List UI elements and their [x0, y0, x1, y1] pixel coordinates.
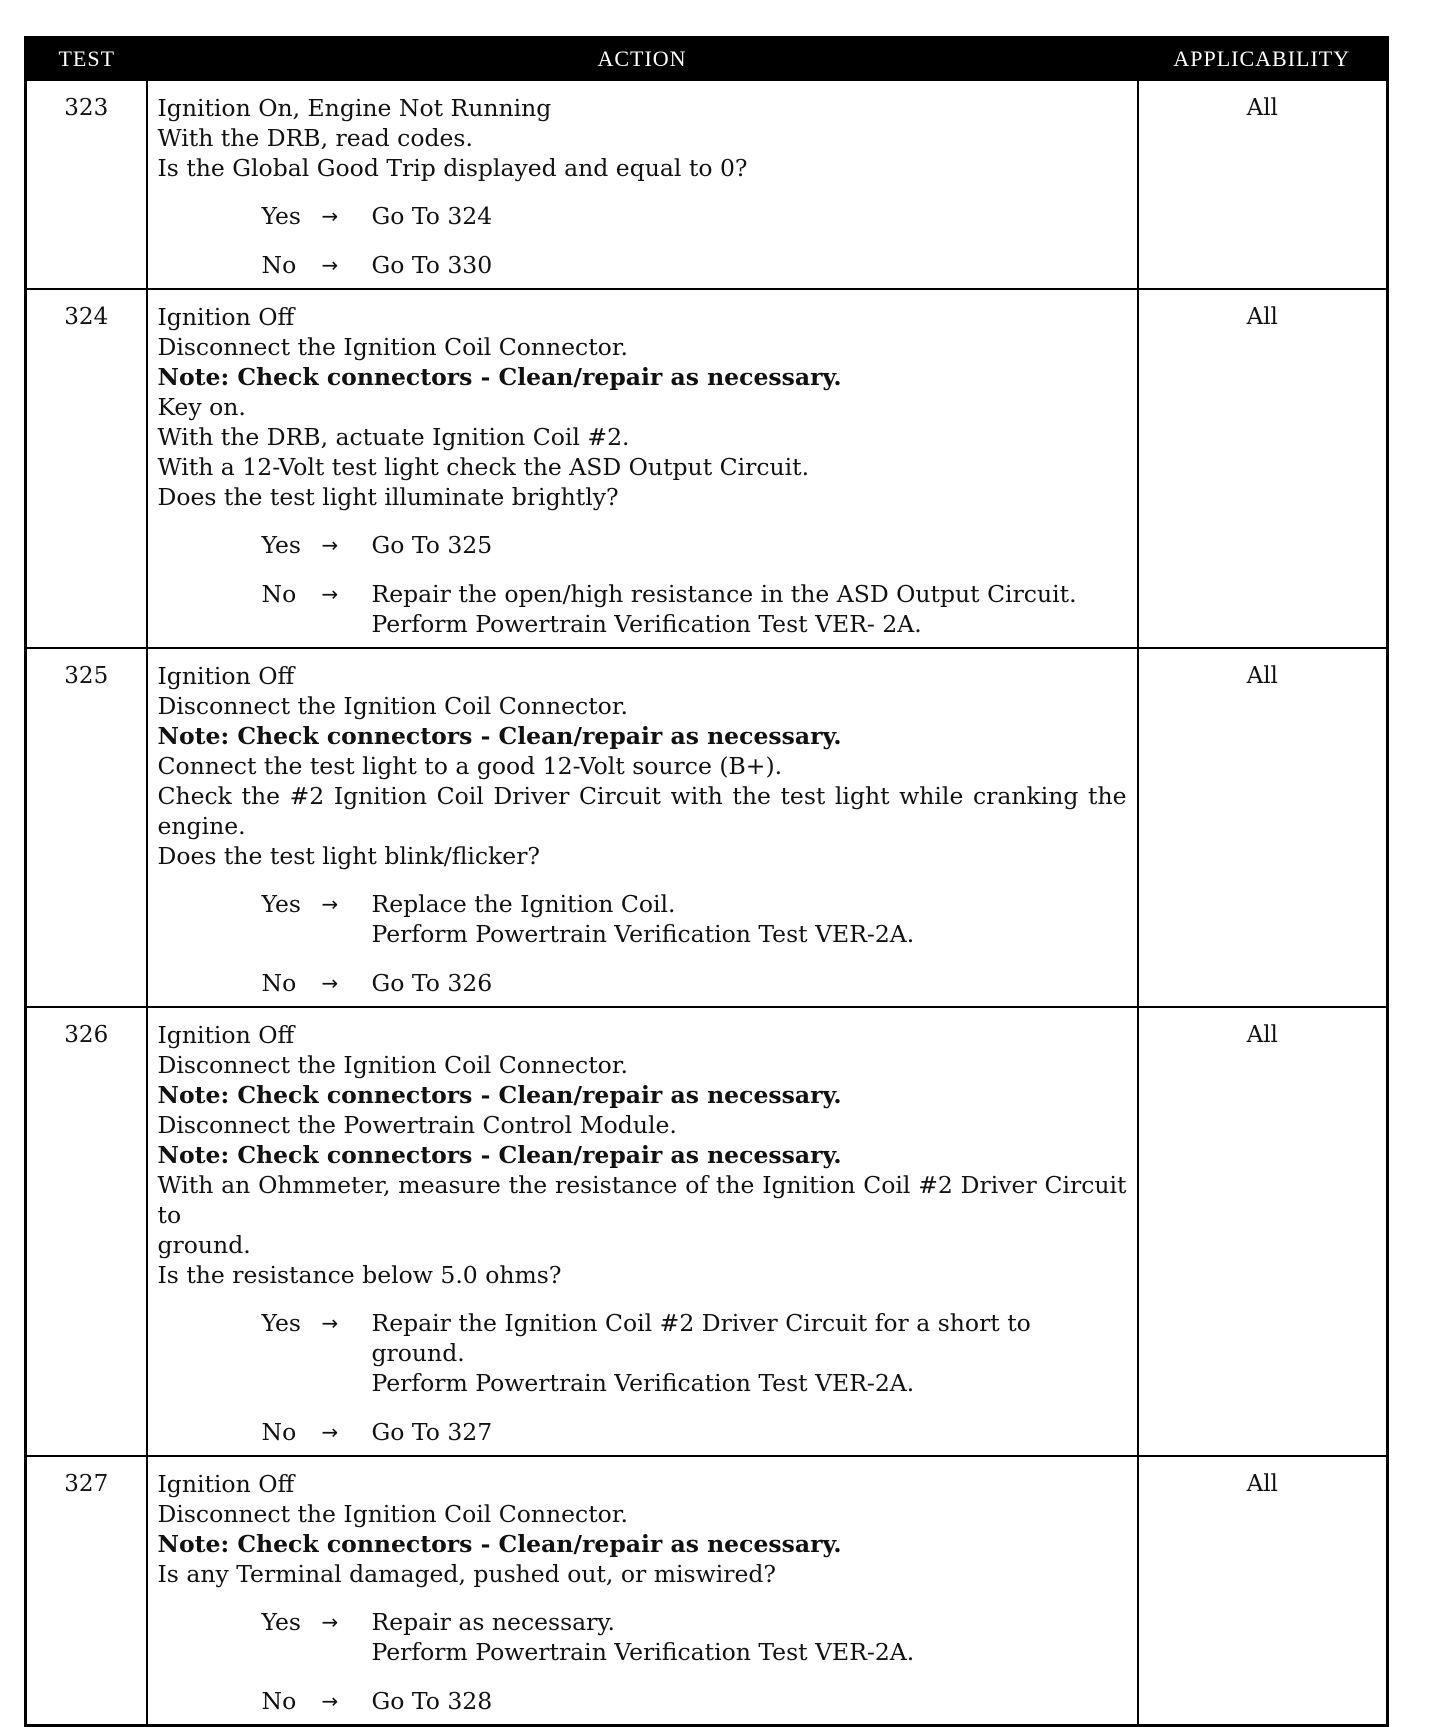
action-line: Disconnect the Ignition Coil Connector.	[157, 1051, 628, 1079]
applicability-value: All	[1138, 80, 1388, 289]
choice-answer: Yes	[261, 890, 301, 918]
table-row	[26, 648, 1388, 1007]
action-line: Disconnect the Ignition Coil Connector.	[157, 692, 628, 720]
result-line: Repair the Ignition Coil #2 Driver Circuit for a short to ground.	[371, 1309, 1031, 1367]
diagnostic-table-sheet	[24, 36, 1386, 1727]
right-arrow-icon: →	[321, 1311, 339, 1335]
choice-answer: Yes	[261, 1608, 301, 1636]
choice-yes	[262, 889, 1127, 949]
note-line: Note: Check connectors - Clean/repair as necessary.	[157, 1081, 842, 1109]
table-row	[26, 1456, 1388, 1726]
action-line: Disconnect the Ignition Coil Connector.	[157, 1500, 628, 1528]
note-line: Note: Check connectors - Clean/repair as necessary.	[157, 1530, 842, 1558]
result-line: Repair as necessary.	[371, 1608, 616, 1636]
action-line: With the DRB, read codes.	[157, 124, 473, 152]
note-line: Note: Check connectors - Clean/repair as necessary.	[157, 363, 842, 391]
choice-result	[372, 579, 1127, 639]
action-line: Ignition On, Engine Not Running	[157, 94, 552, 122]
test-number: 327	[26, 1456, 147, 1726]
choice-result	[372, 250, 1127, 280]
choice-answer: No	[261, 969, 297, 997]
choice-answer: No	[261, 1418, 297, 1446]
choice-no	[262, 1686, 1127, 1716]
choice-list	[158, 201, 1127, 280]
action-cell	[147, 80, 1138, 289]
choice-result	[372, 968, 1127, 998]
right-arrow-icon: →	[321, 253, 339, 277]
applicability-value: All	[1138, 1456, 1388, 1726]
choice-answer: No	[261, 1687, 297, 1715]
test-number: 324	[26, 289, 147, 648]
action-cell	[147, 648, 1138, 1007]
action-line: Disconnect the Powertrain Control Module.	[157, 1111, 677, 1139]
result-line: Perform Powertrain Verification Test VER-2A.	[371, 1638, 915, 1666]
action-cell	[147, 289, 1138, 648]
choice-result	[372, 889, 1127, 949]
header-action: ACTION	[147, 38, 1138, 81]
choice-list	[158, 1308, 1127, 1447]
action-line: With an Ohmmeter, measure the resistance of the Ignition Coil #2 Driver Circuit to	[157, 1171, 1127, 1229]
test-number: 326	[26, 1007, 147, 1456]
test-number: 325	[26, 648, 147, 1007]
action-cell	[147, 1456, 1138, 1726]
result-line: Perform Powertrain Verification Test VER- 2A.	[371, 610, 922, 638]
action-line: Ignition Off	[157, 1470, 295, 1498]
right-arrow-icon: →	[321, 892, 339, 916]
choice-no	[262, 579, 1127, 639]
right-arrow-icon: →	[321, 971, 339, 995]
choice-answer: Yes	[261, 531, 301, 559]
test-number: 323	[26, 80, 147, 289]
right-arrow-icon: →	[321, 1420, 339, 1444]
choice-yes	[262, 1308, 1127, 1398]
choice-yes	[262, 530, 1127, 560]
result-line: Replace the Ignition Coil.	[371, 890, 676, 918]
choice-result	[372, 201, 1127, 231]
note-line: Note: Check connectors - Clean/repair as necessary.	[157, 1141, 842, 1169]
diagnostic-table	[24, 36, 1389, 1727]
choice-result	[372, 1417, 1127, 1447]
result-line: Go To 328	[371, 1687, 493, 1715]
right-arrow-icon: →	[321, 204, 339, 228]
action-line: Ignition Off	[157, 1021, 295, 1049]
action-line: With a 12-Volt test light check the ASD Output Circuit.	[157, 453, 810, 481]
choice-no	[262, 250, 1127, 280]
choice-yes	[262, 201, 1127, 231]
choice-list	[158, 1607, 1127, 1716]
applicability-value: All	[1138, 289, 1388, 648]
action-cell	[147, 1007, 1138, 1456]
action-line: Key on.	[157, 393, 246, 421]
result-line: Go To 327	[371, 1418, 493, 1446]
choice-list	[158, 530, 1127, 639]
action-line: Does the test light blink/flicker?	[157, 842, 541, 870]
choice-no	[262, 968, 1127, 998]
action-line: With the DRB, actuate Ignition Coil #2.	[157, 423, 630, 451]
right-arrow-icon: →	[321, 582, 339, 606]
choice-answer: No	[261, 580, 297, 608]
table-body	[26, 80, 1388, 1726]
choice-answer: Yes	[261, 1309, 301, 1337]
action-line: Does the test light illuminate brightly?	[157, 483, 619, 511]
action-line: Ignition Off	[157, 303, 295, 331]
result-line: Perform Powertrain Verification Test VER-2A.	[371, 920, 915, 948]
action-line: engine.	[157, 812, 246, 840]
choice-result	[372, 1308, 1127, 1398]
choice-result	[372, 530, 1127, 560]
choice-answer: No	[261, 251, 297, 279]
applicability-value: All	[1138, 1007, 1388, 1456]
table-row	[26, 80, 1388, 289]
action-line: Is any Terminal damaged, pushed out, or miswired?	[157, 1560, 776, 1588]
applicability-value: All	[1138, 648, 1388, 1007]
choice-result	[372, 1686, 1127, 1716]
result-line: Go To 325	[371, 531, 493, 559]
table-row	[26, 1007, 1388, 1456]
result-line: Go To 330	[371, 251, 493, 279]
action-line: Is the Global Good Trip displayed and equal to 0?	[157, 154, 748, 182]
choice-answer: Yes	[261, 202, 301, 230]
action-line: Check the #2 Ignition Coil Driver Circuit with the test light while cranking the	[157, 782, 1127, 810]
action-line: Ignition Off	[157, 662, 295, 690]
choice-yes	[262, 1607, 1127, 1667]
right-arrow-icon: →	[321, 1689, 339, 1713]
action-line: Is the resistance below 5.0 ohms?	[157, 1261, 562, 1289]
header-applicability: APPLICABILITY	[1138, 38, 1388, 81]
result-line: Perform Powertrain Verification Test VER-2A.	[371, 1369, 915, 1397]
result-line: Repair the open/high resistance in the ASD Output Circuit.	[371, 580, 1077, 608]
choice-result	[372, 1607, 1127, 1667]
action-line: ground.	[157, 1231, 251, 1259]
right-arrow-icon: →	[321, 1610, 339, 1634]
choice-list	[158, 889, 1127, 998]
result-line: Go To 324	[371, 202, 493, 230]
choice-no	[262, 1417, 1127, 1447]
action-line: Disconnect the Ignition Coil Connector.	[157, 333, 628, 361]
note-line: Note: Check connectors - Clean/repair as necessary.	[157, 722, 842, 750]
table-row	[26, 289, 1388, 648]
header-test: TEST	[26, 38, 147, 81]
table-header-row	[26, 38, 1388, 81]
right-arrow-icon: →	[321, 533, 339, 557]
result-line: Go To 326	[371, 969, 493, 997]
action-line: Connect the test light to a good 12-Volt source (B+).	[157, 752, 783, 780]
